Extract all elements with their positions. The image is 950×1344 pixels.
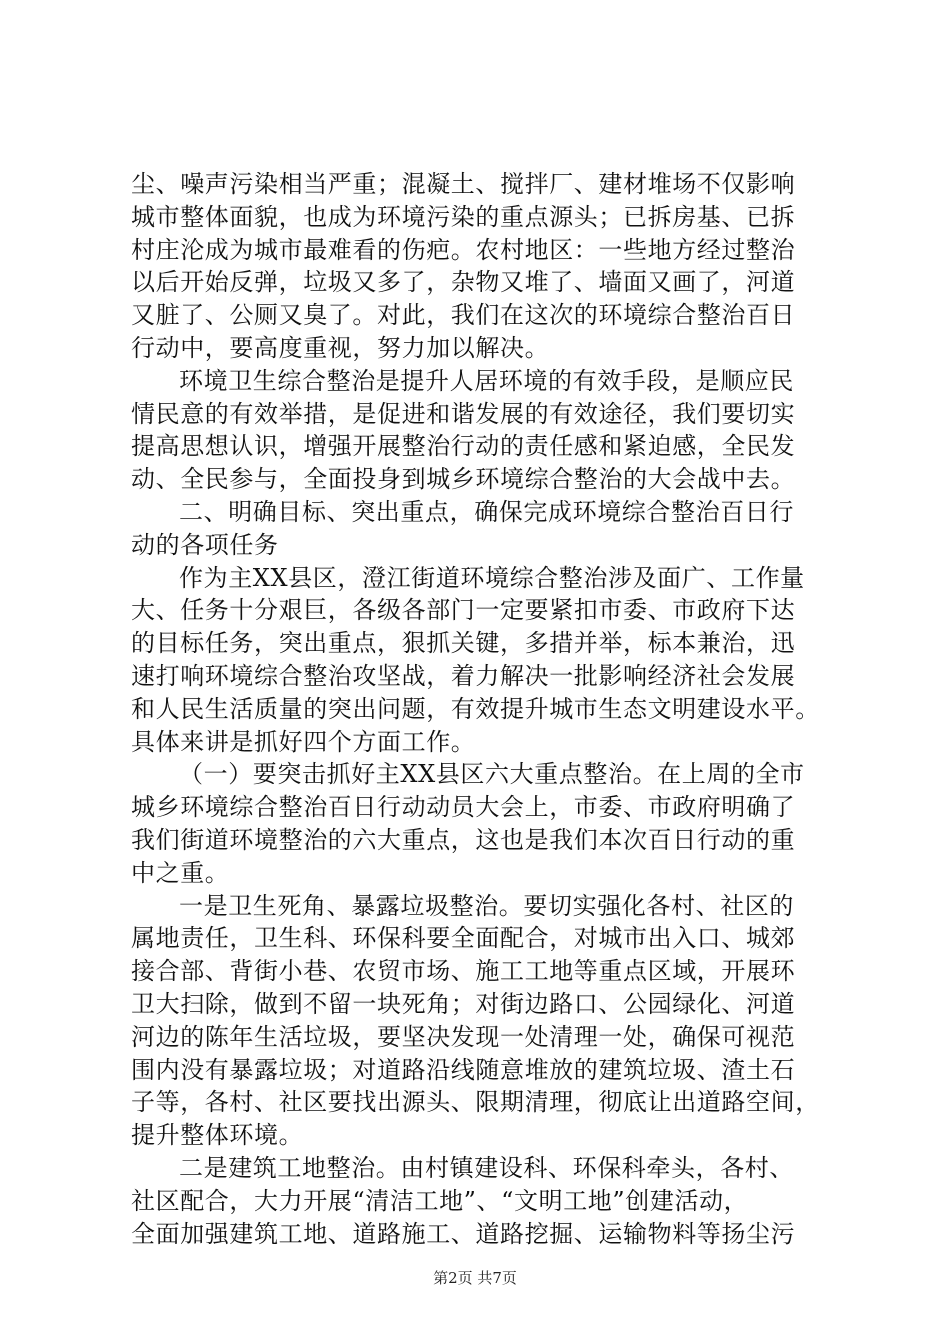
text-line: 卫大扫除，做到不留一块死角；对街边路口、公园绿化、河道 xyxy=(131,989,796,1018)
text-line: 具体来讲是抓好四个方面工作。 xyxy=(131,727,476,756)
paragraph-first-line: 作为主XX县区，澄江街道环境综合整治涉及面广、工作量 xyxy=(179,563,805,592)
text-line: 子等，各村、社区要找出源头、限期清理，彻底让出道路空间， xyxy=(131,1088,820,1117)
page-number-footer: 第2页 共7页 xyxy=(433,1269,517,1287)
text-line: 的目标任务，突出重点，狠抓关键，多措并举，标本兼治，迅 xyxy=(131,629,796,658)
text-line: 尘、噪声污染相当严重；混凝土、搅拌厂、建材堆场不仅影响 xyxy=(131,170,796,198)
text-line: 河边的陈年生活垃圾，要坚决发现一处清理一处，确保可视范 xyxy=(131,1022,796,1051)
text-line: 属地责任，卫生科、环保科要全面配合，对城市出入口、城郊 xyxy=(131,924,796,953)
text-line: 和人民生活质量的突出问题，有效提升城市生态文明建设水平。 xyxy=(131,694,820,723)
paragraph-first-line: 二是建筑工地整治。由村镇建设科、环保科牵头，各村、 xyxy=(179,1153,794,1182)
section-heading-continued: 动的各项任务 xyxy=(131,530,279,559)
text-line: 城乡环境综合整治百日行动动员大会上，市委、市政府明确了 xyxy=(131,793,796,822)
text-line: 行动中，要高度重视，努力加以解决。 xyxy=(131,333,550,362)
text-line: 城市整体面貌，也成为环境污染的重点源头；已拆房基、已拆 xyxy=(131,202,796,231)
text-line: 全面加强建筑工地、道路施工、道路挖掘、运输物料等扬尘污 xyxy=(131,1219,796,1248)
text-line: 又脏了、公厕又臭了。对此，我们在这次的环境综合整治百日 xyxy=(131,301,796,330)
text-line: 围内没有暴露垃圾；对道路沿线随意堆放的建筑垃圾、渣土石 xyxy=(131,1055,796,1084)
body-text xyxy=(131,168,831,1250)
text-line: 提高思想认识，增强开展整治行动的责任感和紧迫感，全民发 xyxy=(131,432,796,461)
text-line: 中之重。 xyxy=(131,858,230,887)
paragraph-first-line: 环境卫生综合整治是提升人居环境的有效手段，是顺应民 xyxy=(179,366,794,395)
paragraph-first-line: （一）要突击抓好主XX县区六大重点整治。在上周的全市 xyxy=(179,760,805,789)
paragraph-first-line: 一是卫生死角、暴露垃圾整治。要切实强化各村、社区的 xyxy=(179,891,794,920)
text-line: 动、全民参与，全面投身到城乡环境综合整治的大会战中去。 xyxy=(131,465,796,494)
text-line: 提升整体环境。 xyxy=(131,1121,304,1150)
text-line: 情民意的有效举措，是促进和谐发展的有效途径，我们要切实 xyxy=(131,399,796,428)
text-line: 社区配合，大力开展“清洁工地”、“文明工地”创建活动， xyxy=(131,1186,749,1215)
section-heading: 二、明确目标、突出重点，确保完成环境综合整治百日行 xyxy=(179,497,794,526)
text-line: 接合部、背街小巷、农贸市场、施工工地等重点区域，开展环 xyxy=(131,957,796,986)
text-line: 村庄沦成为城市最难看的伤疤。农村地区：一些地方经过整治 xyxy=(131,235,796,264)
text-line: 大、任务十分艰巨，各级各部门一定要紧扣市委、市政府下达 xyxy=(131,596,796,625)
text-line: 我们街道环境整治的六大重点，这也是我们本次百日行动的重 xyxy=(131,825,796,854)
text-line: 以后开始反弹，垃圾又多了，杂物又堆了、墙面又画了，河道 xyxy=(131,268,796,297)
text-line: 速打响环境综合整治攻坚战，着力解决一批影响经济社会发展 xyxy=(131,661,796,690)
